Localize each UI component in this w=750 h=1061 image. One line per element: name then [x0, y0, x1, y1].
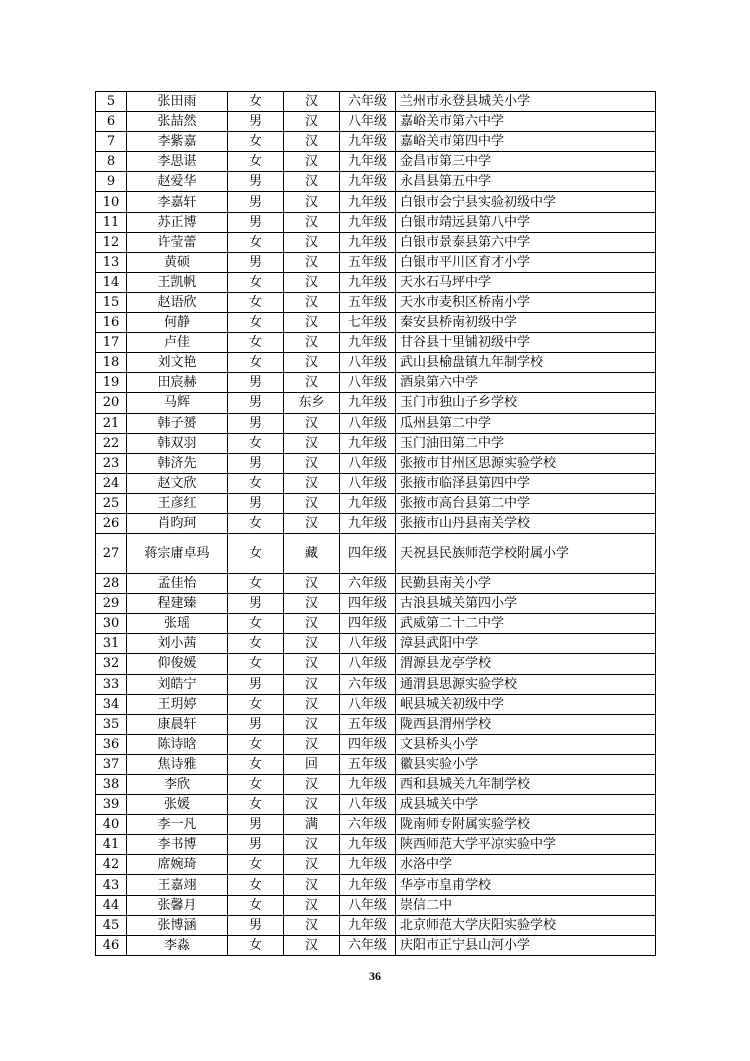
table-row [96, 775, 656, 795]
cell-number: 12 [96, 232, 127, 252]
cell-school: 瓜州县第二中学 [396, 413, 656, 433]
cell-school: 庆阳市正宁县山河小学 [396, 935, 656, 955]
cell-ethnicity: 汉 [284, 835, 340, 855]
cell-school: 北京师范大学庆阳实验学校 [396, 915, 656, 935]
cell-sex: 女 [228, 875, 284, 895]
cell-ethnicity: 汉 [284, 433, 340, 453]
cell-grade: 八年级 [340, 654, 396, 674]
table-row [96, 534, 656, 574]
cell-grade: 八年级 [340, 795, 396, 815]
cell-school: 白银市靖远县第八中学 [396, 212, 656, 232]
cell-name: 何静 [127, 313, 228, 333]
cell-name: 李欣 [127, 775, 228, 795]
cell-school: 崇信二中 [396, 895, 656, 915]
cell-number: 21 [96, 413, 127, 433]
cell-school: 陇西县渭州学校 [396, 714, 656, 734]
cell-school: 玉门油田第二中学 [396, 433, 656, 453]
table-row [96, 373, 656, 393]
cell-number: 34 [96, 694, 127, 714]
cell-name: 赵文欣 [127, 473, 228, 493]
table-row [96, 172, 656, 192]
table-row [96, 875, 656, 895]
cell-name: 卢佳 [127, 333, 228, 353]
cell-sex: 女 [228, 795, 284, 815]
cell-sex: 女 [228, 895, 284, 915]
cell-name: 蒋宗庸卓玛 [127, 534, 228, 574]
cell-number: 44 [96, 895, 127, 915]
cell-school: 天祝县民族师范学校附属小学 [396, 534, 656, 574]
cell-grade: 五年级 [340, 714, 396, 734]
cell-grade: 八年级 [340, 453, 396, 473]
cell-ethnicity: 汉 [284, 513, 340, 533]
table-row [96, 353, 656, 373]
cell-grade: 六年级 [340, 935, 396, 955]
cell-name: 孟佳怡 [127, 574, 228, 594]
cell-number: 27 [96, 534, 127, 574]
cell-ethnicity: 汉 [284, 373, 340, 393]
table-row [96, 895, 656, 915]
cell-name: 张博涵 [127, 915, 228, 935]
cell-ethnicity: 汉 [284, 674, 340, 694]
cell-number: 39 [96, 795, 127, 815]
cell-name: 张瑶 [127, 614, 228, 634]
cell-ethnicity: 汉 [284, 292, 340, 312]
cell-ethnicity: 满 [284, 815, 340, 835]
cell-sex: 女 [228, 754, 284, 774]
cell-school: 永昌县第五中学 [396, 172, 656, 192]
table-row [96, 815, 656, 835]
table-row [96, 674, 656, 694]
cell-sex: 男 [228, 915, 284, 935]
cell-number: 18 [96, 353, 127, 373]
cell-sex: 男 [228, 493, 284, 513]
cell-grade: 九年级 [340, 192, 396, 212]
student-roster-table [95, 91, 656, 956]
cell-grade: 九年级 [340, 835, 396, 855]
cell-school: 秦安县桥南初级中学 [396, 313, 656, 333]
cell-school: 白银市平川区育才小学 [396, 252, 656, 272]
cell-grade: 六年级 [340, 815, 396, 835]
cell-school: 甘谷县十里铺初级中学 [396, 333, 656, 353]
cell-school: 张掖市山丹县南关学校 [396, 513, 656, 533]
cell-grade: 八年级 [340, 353, 396, 373]
cell-sex: 女 [228, 292, 284, 312]
cell-school: 嘉峪关市第四中学 [396, 132, 656, 152]
cell-number: 16 [96, 313, 127, 333]
cell-name: 韩济先 [127, 453, 228, 473]
cell-sex: 女 [228, 694, 284, 714]
cell-grade: 八年级 [340, 694, 396, 714]
cell-ethnicity: 汉 [284, 313, 340, 333]
cell-number: 38 [96, 775, 127, 795]
cell-school: 白银市景泰县第六中学 [396, 232, 656, 252]
cell-number: 31 [96, 634, 127, 654]
cell-ethnicity: 汉 [284, 574, 340, 594]
cell-ethnicity: 汉 [284, 92, 340, 112]
cell-sex: 女 [228, 855, 284, 875]
table-row [96, 413, 656, 433]
cell-ethnicity: 汉 [284, 935, 340, 955]
table-row [96, 212, 656, 232]
page-number: 36 [369, 969, 381, 983]
cell-name: 张田雨 [127, 92, 228, 112]
cell-number: 36 [96, 734, 127, 754]
cell-number: 24 [96, 473, 127, 493]
cell-number: 25 [96, 493, 127, 513]
cell-school: 华亭市皇甫学校 [396, 875, 656, 895]
cell-ethnicity: 汉 [284, 413, 340, 433]
cell-number: 17 [96, 333, 127, 353]
cell-name: 苏正博 [127, 212, 228, 232]
cell-grade: 八年级 [340, 112, 396, 132]
cell-name: 韩双羽 [127, 433, 228, 453]
cell-name: 王嘉翊 [127, 875, 228, 895]
cell-number: 9 [96, 172, 127, 192]
cell-sex: 女 [228, 333, 284, 353]
table-row [96, 393, 656, 413]
table-row [96, 272, 656, 292]
cell-ethnicity: 藏 [284, 534, 340, 574]
cell-sex: 男 [228, 714, 284, 734]
table-row [96, 694, 656, 714]
cell-name: 程建臻 [127, 594, 228, 614]
cell-name: 李淼 [127, 935, 228, 955]
table-row [96, 112, 656, 132]
cell-number: 35 [96, 714, 127, 734]
table-row [96, 313, 656, 333]
cell-number: 20 [96, 393, 127, 413]
cell-school: 古浪县城关第四小学 [396, 594, 656, 614]
cell-ethnicity: 汉 [284, 353, 340, 373]
cell-number: 46 [96, 935, 127, 955]
cell-grade: 五年级 [340, 292, 396, 312]
cell-ethnicity: 汉 [284, 875, 340, 895]
cell-grade: 九年级 [340, 915, 396, 935]
cell-grade: 四年级 [340, 594, 396, 614]
cell-sex: 男 [228, 393, 284, 413]
cell-sex: 男 [228, 212, 284, 232]
cell-ethnicity: 汉 [284, 112, 340, 132]
cell-ethnicity: 汉 [284, 473, 340, 493]
cell-school: 武山县榆盘镇九年制学校 [396, 353, 656, 373]
cell-school: 文县桥头小学 [396, 734, 656, 754]
cell-sex: 女 [228, 433, 284, 453]
cell-sex: 女 [228, 513, 284, 533]
cell-name: 刘小茜 [127, 634, 228, 654]
cell-number: 42 [96, 855, 127, 875]
cell-sex: 女 [228, 353, 284, 373]
cell-name: 田宸赫 [127, 373, 228, 393]
cell-ethnicity: 汉 [284, 594, 340, 614]
cell-sex: 女 [228, 634, 284, 654]
cell-ethnicity: 汉 [284, 172, 340, 192]
cell-ethnicity: 东乡 [284, 393, 340, 413]
cell-number: 28 [96, 574, 127, 594]
cell-sex: 女 [228, 935, 284, 955]
cell-school: 酒泉第六中学 [396, 373, 656, 393]
cell-school: 白银市会宁县实验初级中学 [396, 192, 656, 212]
cell-sex: 男 [228, 815, 284, 835]
table-row [96, 795, 656, 815]
cell-school: 玉门市独山子乡学校 [396, 393, 656, 413]
cell-ethnicity: 汉 [284, 714, 340, 734]
cell-name: 张喆然 [127, 112, 228, 132]
cell-number: 13 [96, 252, 127, 272]
table-row [96, 754, 656, 774]
cell-ethnicity: 汉 [284, 152, 340, 172]
cell-grade: 九年级 [340, 433, 396, 453]
cell-name: 刘文艳 [127, 353, 228, 373]
cell-school: 渭源县龙亭学校 [396, 654, 656, 674]
table-row [96, 574, 656, 594]
table-row [96, 453, 656, 473]
table-row [96, 935, 656, 955]
cell-grade: 九年级 [340, 333, 396, 353]
table-row [96, 192, 656, 212]
cell-ethnicity: 汉 [284, 634, 340, 654]
cell-sex: 女 [228, 272, 284, 292]
cell-school: 陇南师专附属实验学校 [396, 815, 656, 835]
cell-number: 40 [96, 815, 127, 835]
cell-number: 6 [96, 112, 127, 132]
table-row [96, 433, 656, 453]
cell-name: 席婉琦 [127, 855, 228, 875]
cell-name: 王玥婷 [127, 694, 228, 714]
cell-name: 韩子赟 [127, 413, 228, 433]
cell-grade: 五年级 [340, 754, 396, 774]
table-row [96, 473, 656, 493]
cell-sex: 女 [228, 654, 284, 674]
cell-grade: 九年级 [340, 132, 396, 152]
cell-name: 许莹蕾 [127, 232, 228, 252]
table-row [96, 614, 656, 634]
cell-ethnicity: 汉 [284, 333, 340, 353]
cell-school: 成县城关中学 [396, 795, 656, 815]
cell-grade: 九年级 [340, 212, 396, 232]
cell-school: 通渭县思源实验学校 [396, 674, 656, 694]
cell-sex: 男 [228, 453, 284, 473]
cell-number: 43 [96, 875, 127, 895]
cell-sex: 女 [228, 473, 284, 493]
cell-sex: 男 [228, 112, 284, 132]
cell-name: 李一凡 [127, 815, 228, 835]
table-row [96, 132, 656, 152]
cell-number: 19 [96, 373, 127, 393]
cell-grade: 四年级 [340, 534, 396, 574]
table-row [96, 92, 656, 112]
cell-school: 西和县城关九年制学校 [396, 775, 656, 795]
cell-grade: 八年级 [340, 413, 396, 433]
cell-ethnicity: 汉 [284, 895, 340, 915]
cell-sex: 女 [228, 775, 284, 795]
cell-ethnicity: 汉 [284, 654, 340, 674]
cell-sex: 男 [228, 373, 284, 393]
cell-number: 29 [96, 594, 127, 614]
cell-school: 金昌市第三中学 [396, 152, 656, 172]
roster-body [96, 92, 656, 956]
cell-number: 11 [96, 212, 127, 232]
table-row [96, 654, 656, 674]
cell-number: 22 [96, 433, 127, 453]
cell-number: 8 [96, 152, 127, 172]
cell-name: 康晨轩 [127, 714, 228, 734]
cell-sex: 女 [228, 132, 284, 152]
cell-name: 王彦红 [127, 493, 228, 513]
cell-name: 李思谌 [127, 152, 228, 172]
cell-name: 刘皓宁 [127, 674, 228, 694]
cell-sex: 女 [228, 232, 284, 252]
cell-number: 14 [96, 272, 127, 292]
cell-number: 41 [96, 835, 127, 855]
cell-ethnicity: 汉 [284, 192, 340, 212]
cell-name: 焦诗雅 [127, 754, 228, 774]
cell-grade: 八年级 [340, 634, 396, 654]
cell-grade: 六年级 [340, 574, 396, 594]
cell-ethnicity: 汉 [284, 212, 340, 232]
cell-ethnicity: 汉 [284, 232, 340, 252]
cell-grade: 九年级 [340, 152, 396, 172]
cell-number: 23 [96, 453, 127, 473]
cell-sex: 男 [228, 413, 284, 433]
cell-grade: 六年级 [340, 674, 396, 694]
cell-name: 马辉 [127, 393, 228, 413]
cell-number: 30 [96, 614, 127, 634]
cell-name: 张媛 [127, 795, 228, 815]
cell-school: 天水市麦积区桥南小学 [396, 292, 656, 312]
cell-ethnicity: 汉 [284, 795, 340, 815]
table-row [96, 232, 656, 252]
table-row [96, 152, 656, 172]
cell-grade: 九年级 [340, 393, 396, 413]
cell-number: 45 [96, 915, 127, 935]
cell-school: 张掖市甘州区思源实验学校 [396, 453, 656, 473]
table-row [96, 835, 656, 855]
cell-grade: 九年级 [340, 855, 396, 875]
cell-grade: 八年级 [340, 473, 396, 493]
cell-name: 陈诗晗 [127, 734, 228, 754]
cell-number: 5 [96, 92, 127, 112]
cell-ethnicity: 汉 [284, 915, 340, 935]
cell-ethnicity: 汉 [284, 734, 340, 754]
cell-sex: 男 [228, 594, 284, 614]
cell-ethnicity: 汉 [284, 252, 340, 272]
table-row [96, 734, 656, 754]
cell-school: 徽县实验小学 [396, 754, 656, 774]
cell-school: 张掖市高台县第二中学 [396, 493, 656, 513]
cell-ethnicity: 汉 [284, 694, 340, 714]
table-row [96, 333, 656, 353]
cell-school: 漳县武阳中学 [396, 634, 656, 654]
cell-school: 兰州市永登县城关小学 [396, 92, 656, 112]
cell-number: 10 [96, 192, 127, 212]
cell-number: 7 [96, 132, 127, 152]
table-row [96, 915, 656, 935]
cell-sex: 女 [228, 92, 284, 112]
cell-sex: 男 [228, 252, 284, 272]
cell-number: 33 [96, 674, 127, 694]
cell-grade: 八年级 [340, 373, 396, 393]
table-row [96, 594, 656, 614]
table-row [96, 493, 656, 513]
cell-grade: 五年级 [340, 252, 396, 272]
cell-sex: 男 [228, 192, 284, 212]
cell-name: 肖昀珂 [127, 513, 228, 533]
cell-school: 水洛中学 [396, 855, 656, 875]
cell-name: 张馨月 [127, 895, 228, 915]
cell-sex: 女 [228, 313, 284, 333]
cell-grade: 四年级 [340, 614, 396, 634]
cell-school: 陕西师范大学平凉实验中学 [396, 835, 656, 855]
cell-grade: 四年级 [340, 734, 396, 754]
cell-name: 赵语欣 [127, 292, 228, 312]
cell-ethnicity: 汉 [284, 614, 340, 634]
cell-sex: 男 [228, 674, 284, 694]
cell-grade: 六年级 [340, 92, 396, 112]
cell-name: 赵爱华 [127, 172, 228, 192]
table-row [96, 714, 656, 734]
cell-ethnicity: 汉 [284, 775, 340, 795]
cell-grade: 九年级 [340, 513, 396, 533]
cell-sex: 女 [228, 574, 284, 594]
cell-number: 15 [96, 292, 127, 312]
cell-sex: 女 [228, 734, 284, 754]
cell-number: 37 [96, 754, 127, 774]
cell-ethnicity: 汉 [284, 493, 340, 513]
cell-grade: 八年级 [340, 895, 396, 915]
cell-grade: 九年级 [340, 775, 396, 795]
cell-sex: 男 [228, 172, 284, 192]
cell-ethnicity: 汉 [284, 453, 340, 473]
cell-school: 民勤县南关小学 [396, 574, 656, 594]
cell-school: 岷县城关初级中学 [396, 694, 656, 714]
cell-school: 天水石马坪中学 [396, 272, 656, 292]
cell-ethnicity: 汉 [284, 132, 340, 152]
cell-number: 32 [96, 654, 127, 674]
cell-grade: 九年级 [340, 172, 396, 192]
cell-name: 王凯帆 [127, 272, 228, 292]
cell-grade: 七年级 [340, 313, 396, 333]
table-row [96, 634, 656, 654]
cell-grade: 九年级 [340, 493, 396, 513]
table-row [96, 292, 656, 312]
cell-grade: 九年级 [340, 875, 396, 895]
cell-sex: 男 [228, 835, 284, 855]
cell-school: 武威第二十二中学 [396, 614, 656, 634]
cell-grade: 九年级 [340, 232, 396, 252]
cell-name: 李书博 [127, 835, 228, 855]
cell-ethnicity: 汉 [284, 272, 340, 292]
cell-name: 仰俊媛 [127, 654, 228, 674]
cell-name: 李紫嘉 [127, 132, 228, 152]
table-row [96, 252, 656, 272]
cell-school: 嘉峪关市第六中学 [396, 112, 656, 132]
table-row [96, 855, 656, 875]
cell-school: 张掖市临泽县第四中学 [396, 473, 656, 493]
cell-ethnicity: 回 [284, 754, 340, 774]
cell-name: 李嘉轩 [127, 192, 228, 212]
cell-sex: 女 [228, 534, 284, 574]
cell-grade: 九年级 [340, 272, 396, 292]
cell-name: 黄硕 [127, 252, 228, 272]
cell-number: 26 [96, 513, 127, 533]
table-row [96, 513, 656, 533]
cell-ethnicity: 汉 [284, 855, 340, 875]
cell-sex: 女 [228, 614, 284, 634]
cell-sex: 女 [228, 152, 284, 172]
